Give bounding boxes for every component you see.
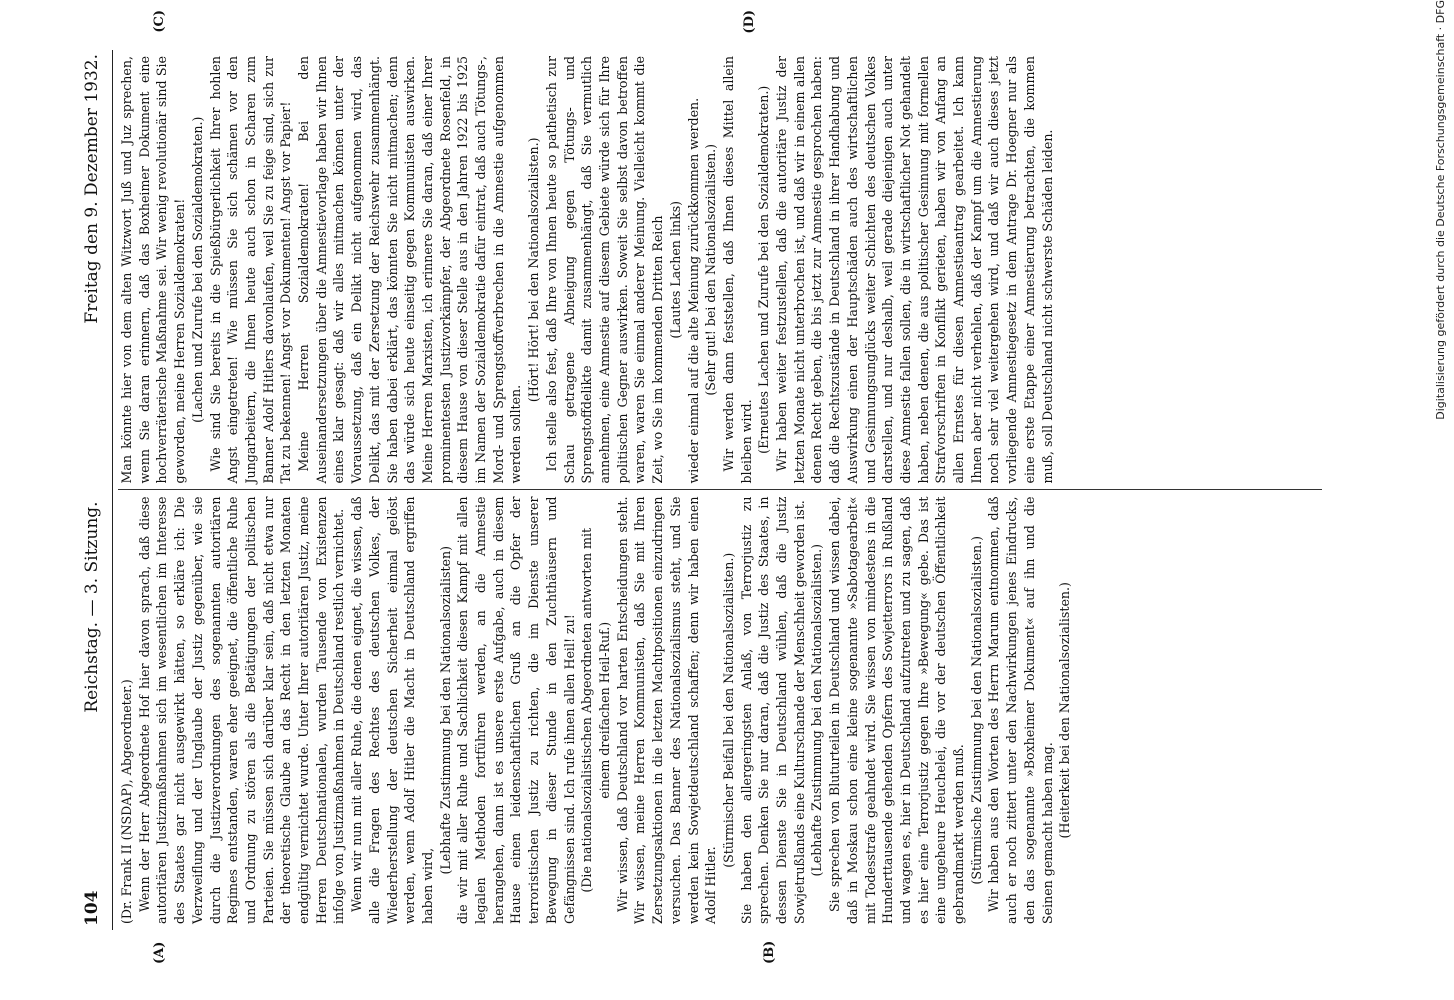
page-header [82,50,113,930]
margin-letter-d: (D) [742,10,757,34]
stage-direction: (Lebhafte Zustimmung bei den Nationalsozialisten) [437,546,453,875]
paragraph: Wir haben aus den Worten des Herrn Marum entnommen, daß auch er noch zittert unter den Nachwirkungen jenes Eindrucks, den das sogenannte »Boxheimer Dokument« auf ihn und die Seinen gemacht haben mag. [986,496,1055,924]
digitization-credit [1402,0,1447,1000]
stage-direction: (Stürmische Zustimmung bei den Nationalsozialisten.) [968,535,984,885]
paragraph: Wenn wir nun mit aller Ruhe, die denen eignet, die wissen, daß alle die Fragen des Rechtes des deutschen Volkes, der Wiederherstellung der deutschen Sicherheit einmal gelöst werden, wenn Adolf Hitler die Macht in Deutschland ergriffen haben wird, [349,496,435,924]
credit-text: Digitalisierung gefördert durch die Deutsche Forschungsgemeinschaft · DFG [1434,0,1447,420]
running-title-right: Freitag den 9. Dezember 1932. [82,54,102,324]
paragraph: Ich stelle also fest, daß Ihre von Ihnen heute so pathetisch zur Schau getragene Abneigung gegen Tötungs- und Sprengstoffdelikte damit zusammenhängt, daß Sie vermutlich annehmen, eine Amnestie auf diesem Gebiete würde sich für Ihre politischen Gegner auswirken. Soweit Sie selbst davon betroffen waren, waren Sie einmal anderer Meinung. Vielleicht kommt die Zeit, wo Sie im kommenden Dritten Reich [543,56,666,484]
paragraph: Meine Herren Sozialdemokraten! Bei den Auseinandersetzungen über die Amnestievorlage haben wir Ihnen eines klar gesagt: daß wir alles mitmachen können unter der Voraussetzung, daß ein Delikt nicht aufgenommen wird, das Delikt, das mit der Zersetzung der Reichswehr zusammenhängt. Sie haben dabei erklärt, das könnten Sie nicht mitmachen; denn das würde sich heute einseitig gegen Kommunisten auswirken. Meine Herren Marxisten, ich erinnere Sie daran, daß einer Ihrer prominentesten Justizvorkämpfer, der Abgeordnete Rosenfeld, in diesem Hause von dieser Stelle aus in den Jahren 1922 bis 1925 im Namen der Sozialdemokratie dafür eintrat, daß auch Tötungs-, Mord- und Sprengstoffverbrechen in die Amnestie aufgenommen werden sollten. [296,56,524,484]
stage-direction: (Hört! Hört! bei den Nationalsozialisten.) [526,137,542,403]
right-column [118,50,1322,491]
margin-letter-a: (A) [152,941,167,964]
paragraph: Wir haben weiter festzustellen, daß die autoritäre Justiz der letzten Monate nicht unterbrochen ist, und daß wir in einem allen denen Recht geben, die bis jetzt zur Amnestie gesprochen haben: daß die Rechtszustände in Deutschland in ihrer Handhabung und Auswirkung einen der Hauptschäden auch des wirtschaftlichen und Gesinnungsunglücks weiter Schichten des deutschen Volkes darstellen, und nur deshalb, weil gerade diejenigen auch unter diese Amnestie fallen sollen, die in wirtschaftlicher Not gehandelt haben, neben denen, die aus politischer Gesinnung mit formellen Strafvorschriften in Konflikt gerieten, haben wir von Anfang an allen Ernstes für diesen Amnestieantrag gearbeitet. Ich kann Ihnen aber nicht verhehlen, daß der Kampf um die Amnestierung noch sehr viel weitergehen wird, und daß wir auch dieses jetzt vorliegende Amnestiegesetz in dem Antrage Dr. Hoegner nur als eine erste Etappe einer Amnestierung betrachten, die kommen muß, soll Deutschland nicht schwerste Schäden leiden. [774,56,1055,484]
stage-direction: (Erneutes Lachen und Zurufe bei den Sozialdemokraten.) [756,85,772,454]
page-body [82,10,1322,964]
stage-direction: (Lebhafte Zustimmung bei den Nationalsozialisten.) [809,544,825,877]
paragraph: Wie sind Sie bereits in die Spießbürgerlichkeit Ihrer hohlen Angst eingetreten! Wie müssen Sie sich schämen vor den Jungarbeitern, die Ihnen heute auch schon in Scharen zum Banner Adolf Hitlers davonlaufen, weil Sie zu feige sind, sich zur Tat zu bekennen! Angst vor Dokumenten! Angst vor Papier! [207,56,294,484]
paragraph: Wir wissen, daß Deutschland vor harten Entscheidungen steht. Wir wissen, meine Herren Kommunisten, daß Sie mit Ihren Zersetzungsaktionen in die letzten Machtpositionen einzudringen versuchen. Das Banner des Nationalsozialismus steht, und Sie werden kein Sowjetdeutschland schaffen; denn wir haben einen Adolf Hitler. [614,496,719,924]
paragraph: wieder einmal auf die alte Meinung zurückkommen werden. [685,97,701,484]
running-title-left: Reichstag. — 3. Sitzung. [82,501,102,713]
page-number: 104 [82,890,102,926]
margin-letter-b: (B) [762,940,777,964]
paragraph: Sie sprechen von Bluturteilen in Deutschland und wissen dabei, daß in Moskau schon eine kleine sogenannte »Sabotagearbeit« mit Todesstrafe geahndet wird. Sie wissen von mindestens in die Hunderttausende gehenden Opfern des Sowjetterrors in Rußland und wagen es, hier in Deutschland aufzutreten und zu sagen, daß es hier eine Terrorjustiz gegen Ihre »Bewegung« gebe. Das ist eine ungeheure Heuchelei, die vor der deutschen Öffentlichkeit gebrandmarkt werden muß. [827,496,967,924]
stage-direction: (Sehr gut! bei den Nationalsozialisten.) [703,143,719,396]
paragraph: die wir mit aller Ruhe und Sachlichkeit diesen Kampf mit allen legalen Methoden fortführen werden, an die Amnestie herangehen, dann ist es unsere erste Aufgabe, auch in diesem Hause einen leidenschaftlichen Gruß an die Opfer der terroristischen Justiz zu richten, die im Dienste unserer Bewegung in dieser Stunde in den Zuchthäusern und Gefängnissen sind. Ich rufe ihnen allen Heil! zu! [455,496,577,924]
paragraph: Wenn der Herr Abgeordnete Hof hier davon sprach, daß diese autoritären Justizmaßnahmen sich im wesentlichen im Interesse des Staates gar nicht ausgewirkt hätten, so erkläre ich: Die Verzweiflung und der Unglaube der Justiz gegenüber, wie sie durch die Justizverordnungen des sogenannten autoritären Regimes entstanden, waren eher geeignet, die öffentliche Ruhe und Ordnung zu stören als die Betätigungen der politischen Parteien. Sie müssen sich darüber klar sein, daß nicht etwa nur der theoretische Glaube an das Recht in den letzten Monaten endgültig vernichtet wurde. Unter Ihrer autoritären Justiz, meine Herren Deutschnationalen, wurden Tausende von Existenzen infolge von Justizmaßnahmen in Deutschland restlich vernichtet. [136,496,347,924]
stage-direction: (Lachen und Zurufe bei den Sozialdemokraten.) [189,116,205,423]
paragraph: Man könnte hier von dem alten Witzwort Juß und Juz sprechen, wenn Sie daran erinnern, daß das Boxheimer Dokument eine hochverräterische Maßnahme sei. Wir wenig revolutionär sind Sie geworden, meine Herren Sozialdemokraten! [119,56,188,484]
stage-direction: (Lautes Lachen links) [667,200,683,339]
paragraph: Sie haben den allergeringsten Anlaß, von Terrorjustiz zu sprechen. Denken Sie nur daran, daß die Justiz des Staates, in dessen Dienste Sie in Deutschland wühlen, daß die Justiz Sowjetrußlands eine Kulturschande der Menschheit geworden ist. [738,496,807,924]
paragraph: Wir werden dann feststellen, daß Ihnen dieses Mittel allein bleiben wird. [720,56,754,484]
left-column [118,491,1322,931]
stage-direction: (Stürmischer Beifall bei den Nationalsozialisten.) [720,552,736,868]
text-columns [118,50,1322,930]
paragraph: (Dr. Frank II (NSDAP), Abgeordneter.) [119,679,134,924]
margin-letter-c: (C) [152,10,167,33]
stage-direction: (Heiterkeit bei den Nationalsozialisten.) [1057,582,1073,839]
stage-direction: (Die nationalsozialistischen Abgeordneten antworten mit einem dreifachen Heil-Ruf.) [579,527,612,893]
